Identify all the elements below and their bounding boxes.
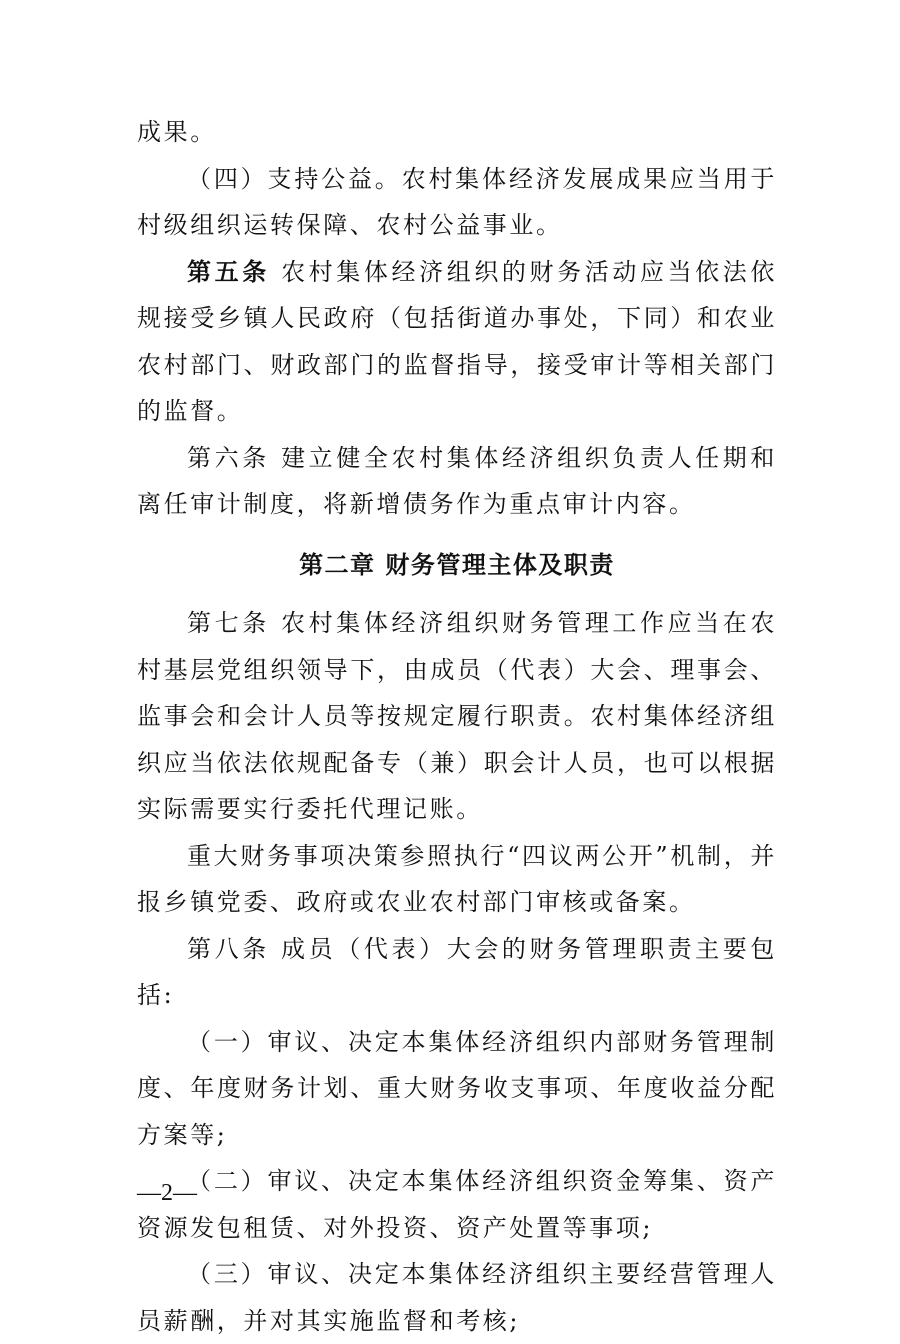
article-6 <box>137 435 777 528</box>
paragraph-major-decisions: 重大财务事项决策参照执行“四议两公开”机制，并报乡镇党委、政府或农业农村部门审核或备案。 <box>137 841 777 916</box>
article-8-item-2: （二）审议、决定本集体经济组织资金筹集、资产资源发包租赁、对外投资、资产处置等事项; <box>137 1167 777 1242</box>
article-6-text: 建立健全农村集体经济组织负责人任期和离任审计制度，将新增债务作为重点审计内容。 <box>137 443 777 518</box>
page-number: —2— <box>137 1180 197 1206</box>
chapter-title: 第二章 财务管理主体及职责 <box>299 549 615 579</box>
article-8-item-1: （一）审议、决定本集体经济组织内部财务管理制度、年度财务计划、重大财务收支事项、年度收益分配方案等; <box>137 1027 777 1149</box>
paragraph-continuation: 成果。 <box>137 118 217 146</box>
article-5-text: 农村集体经济组织的财务活动应当依法依规接受乡镇人民政府（包括街道办事处，下同）和农业农村部门、财政部门的监督指导，接受审计等相关部门的监督。 <box>137 257 777 425</box>
article-5 <box>137 249 777 435</box>
article-5-heading: 第五条 <box>187 256 270 286</box>
article-6-heading: 第六条 <box>187 443 270 472</box>
paragraph-item-4: （四）支持公益。农村集体经济发展成果应当用于村级组织运转保障、农村公益事业。 <box>137 164 777 239</box>
document-body <box>137 109 777 1344</box>
article-7: 第七条 农村集体经济组织财务管理工作应当在农村基层党组织领导下，由成员（代表）大会、理事会、监事会和会计人员等按规定履行职责。农村集体经济组织应当依法依规配备专（兼）职会计人员，也可以根据实际需要实行委托代理记账。 <box>137 609 777 823</box>
article-8: 第八条 成员（代表）大会的财务管理职责主要包括: <box>137 934 777 1009</box>
article-8-item-3: （三）审议、决定本集体经济组织主要经营管理人员薪酬，并对其实施监督和考核; <box>137 1260 777 1335</box>
